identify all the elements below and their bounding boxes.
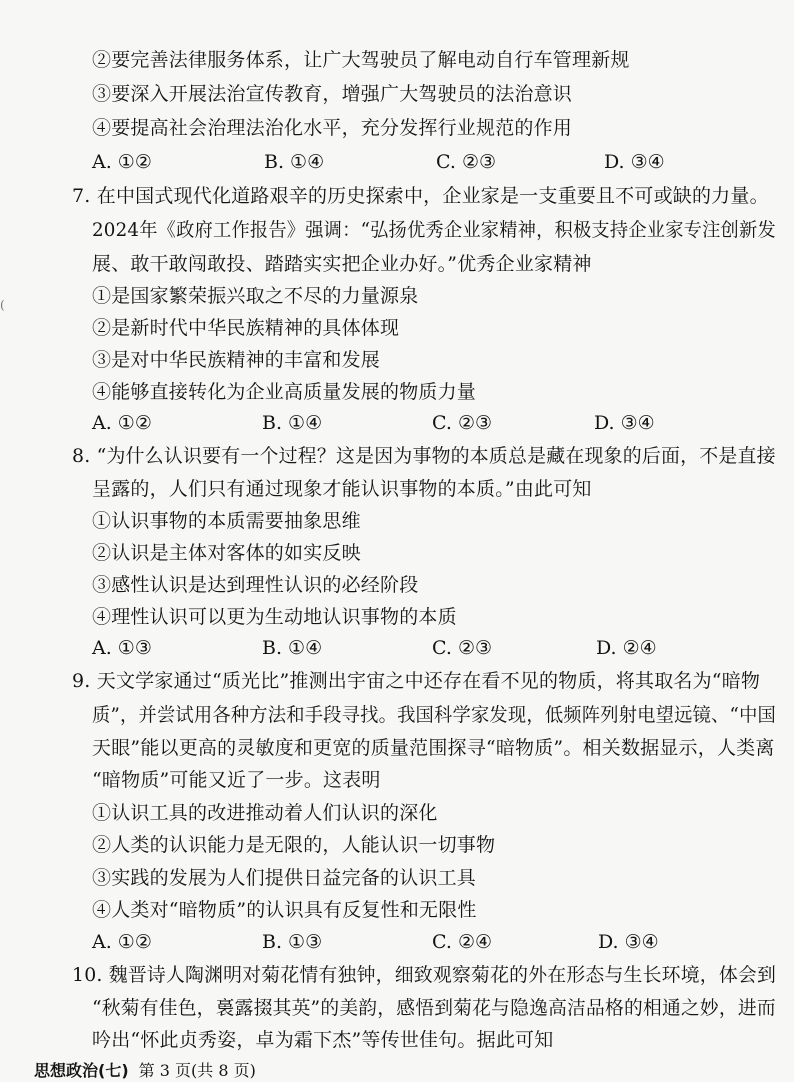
q9-option-b: B. ①③ xyxy=(262,931,323,953)
q9-item-2: ②人类的认识能力是无限的，人能认识一切事物 xyxy=(92,834,496,856)
q7-stem-line-2: 2024年《政府工作报告》强调：“弘扬优秀企业家精神，积极支持企业家专注创新发 xyxy=(92,219,776,241)
q7-option-d: D. ③④ xyxy=(594,412,655,434)
q9-item-4: ④人类对“暗物质”的认识具有反复性和无限性 xyxy=(92,899,477,921)
q9-item-1: ①认识工具的改进推动着人们认识的深化 xyxy=(92,802,438,824)
q7-item-2: ②是新时代中华民族精神的具体体现 xyxy=(92,317,400,339)
q8-option-a: A. ①③ xyxy=(92,637,152,659)
q9-stem-line-3: 天眼”能以更高的灵敏度和更宽的质量范围探寻“暗物质”。相关数据显示，人类离 xyxy=(92,737,775,759)
q9-option-d: D. ③④ xyxy=(598,931,659,953)
q6-option-a: A. ①② xyxy=(92,151,152,173)
q6-option-d: D. ③④ xyxy=(604,151,665,173)
q8-stem-line-2: 呈露的，人们只有通过现象才能认识事物的本质。”由此可知 xyxy=(92,478,592,500)
q8-item-2: ②认识是主体对客体的如实反映 xyxy=(92,542,361,564)
q6-item-3: ③要深入开展法治宣传教育，增强广大驾驶员的法治意识 xyxy=(92,83,573,105)
q7-stem-line-3: 展、敢干敢闯敢投、踏踏实实把企业办好。”优秀企业家精神 xyxy=(92,253,592,275)
q7-options xyxy=(92,410,692,436)
q6-options xyxy=(92,149,692,175)
q6-option-b: B. ①④ xyxy=(264,151,325,173)
q8-stem-line-1: 8. “为什么认识要有一个过程？这是因为事物的本质总是藏在现象的后面，不是直接 xyxy=(72,445,776,467)
q9-options xyxy=(92,929,692,955)
footer-page-number: 第 3 页(共 8 页) xyxy=(138,1061,256,1080)
footer-subject: 思想政治(七) xyxy=(34,1061,129,1080)
q8-option-b: B. ①④ xyxy=(262,637,323,659)
q7-option-b: B. ①④ xyxy=(262,412,323,434)
q9-stem-line-4: “暗物质”可能又近了一步。这表明 xyxy=(92,769,381,791)
page-footer xyxy=(34,1061,256,1081)
q7-item-1: ①是国家繁荣振兴取之不尽的力量源泉 xyxy=(92,285,419,307)
q9-option-c: C. ②④ xyxy=(432,931,493,953)
q7-option-a: A. ①② xyxy=(92,412,152,434)
q8-item-4: ④理性认识可以更为生动地认识事物的本质 xyxy=(92,606,457,628)
q7-option-c: C. ②③ xyxy=(432,412,493,434)
q8-item-1: ①认识事物的本质需要抽象思维 xyxy=(92,510,361,532)
q10-stem-line-1: 10. 魏晋诗人陶渊明对菊花情有独钟，细致观察菊花的外在形态与生长环境，体会到 xyxy=(72,964,777,986)
q6-item-2: ②要完善法律服务体系，让广大驾驶员了解电动自行车管理新规 xyxy=(92,49,630,71)
q7-item-3: ③是对中华民族精神的丰富和发展 xyxy=(92,349,381,371)
q6-option-c: C. ②③ xyxy=(436,151,497,173)
q6-item-4: ④要提高社会治理法治化水平，充分发挥行业规范的作用 xyxy=(92,117,573,139)
q9-option-a: A. ①② xyxy=(92,931,152,953)
q9-item-3: ③实践的发展为人们提供日益完备的认识工具 xyxy=(92,867,477,889)
q8-option-c: C. ②③ xyxy=(432,637,493,659)
binding-hole-mark: ( xyxy=(0,298,5,312)
q10-stem-line-3: 吟出“怀此贞秀姿，卓为霜下杰”等传世佳句。据此可知 xyxy=(92,1029,554,1051)
q7-item-4: ④能够直接转化为企业高质量发展的物质力量 xyxy=(92,381,477,403)
q9-stem-line-2: 质”，并尝试用各种方法和手段寻找。我国科学家发现，低频阵列射电望远镜、“中国 xyxy=(92,704,777,726)
q10-stem-line-2: “秋菊有佳色，裛露掇其英”的美韵，感悟到菊花与隐逸高洁品格的相通之妙，进而 xyxy=(92,997,776,1019)
q7-stem-line-1: 7. 在中国式现代化道路艰辛的历史探索中，企业家是一支重要且不可或缺的力量。 xyxy=(72,185,769,207)
q8-item-3: ③感性认识是达到理性认识的必经阶段 xyxy=(92,574,419,596)
q8-options xyxy=(92,635,692,661)
q8-option-d: D. ②④ xyxy=(596,637,657,659)
q9-stem-line-1: 9. 天文学家通过“质光比”推测出宇宙之中还存在看不见的物质，将其取名为“暗物 xyxy=(72,670,761,692)
